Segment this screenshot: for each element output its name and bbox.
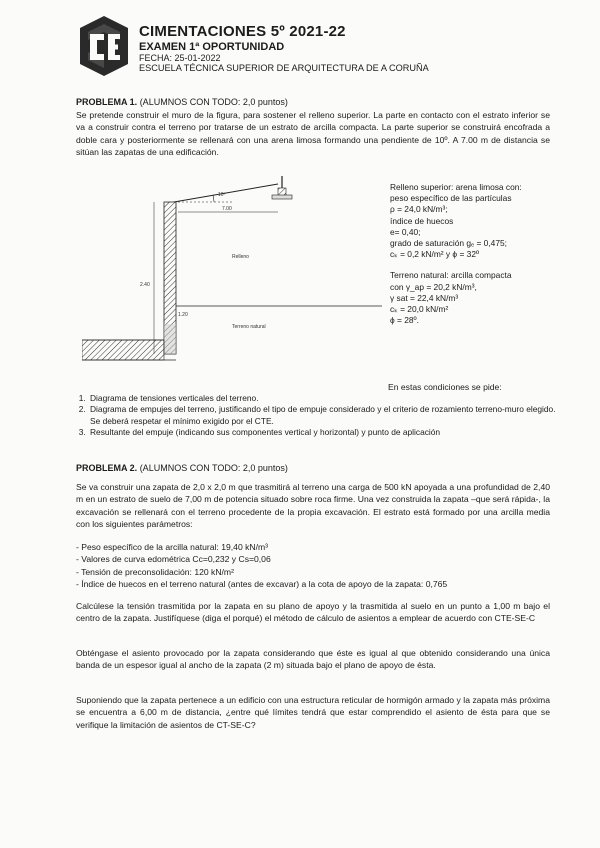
fill-prop-line: e= 0,40;	[390, 226, 421, 237]
soil-prop-line: γ sat = 22,4 kN/m³	[390, 292, 459, 303]
exam-title: EXAMEN 1ª OPORTUNIDAD	[139, 40, 285, 53]
soil-props	[390, 270, 550, 326]
param-line: - Tensión de preconsolidación: 120 kN/m²	[76, 566, 234, 577]
problem1-statement: Se pretende construir el muro de la figura, para sostener el relleno superior. La parte en contacto con el estrato inferior se va a construir contra el terreno por tratarse de un estrato de arcilla compacta. La parte superior se construirá encofrada a doble cara y posteriormente se rellenará con una arena limosa formando una pendiente de 10º. A 7.00 m de distancia se sitúan las zapatas de una edificación.	[76, 110, 550, 158]
problem2-question-2: Obténgase el asiento provocado por la zapata considerando que éste es igual al que obtenido considerando una única banda de un espesor igual al ancho de la zapata (2 m) situada bajo el plano de apoyo de ésta.	[76, 648, 550, 671]
problem2-statement: Se va construir una zapata de 2,0 x 2,0 m que trasmitirá al terreno una carga de 500 kN apoyada a una profundidad de 2,40 m en un estrato de suelo de 7,00 m de potencia situado sobre roca firme. Una vez construida la zapata –que será rápida-, la excavación se rellenará con el terreno procedente de la propia excavación. El estrato está formado por una arcilla media con los siguientes parámetros:	[76, 482, 550, 530]
problem1-questions	[76, 393, 568, 439]
soil-prop-line: cₖ = 20,0 kN/m²	[390, 304, 449, 315]
fill-prop-line: ρ = 24,0 kN/m³;	[390, 204, 448, 215]
fill-prop-line: grado de saturación gₑ = 0,475;	[390, 238, 507, 249]
exam-header	[139, 24, 429, 73]
question-item: 2. Diagrama de empujes del terreno, justificando el tipo de empuje considerado y el criterio de rozamiento terreno-muro elegido. Se deberá respetar el mínimo exigido por el CTE.	[88, 404, 568, 427]
total-height-label: 2.40	[140, 282, 150, 288]
soil-prop-line: ϕ = 28º.	[390, 315, 419, 326]
wall-footing	[82, 340, 164, 360]
ground-label: Terreno natural	[232, 324, 266, 330]
problem2-question-3: Suponiendo que la zapata pertenece a un edificio con una estructura reticular de hormigón armado y la zapata más próxima se encuentra a 6,00 m de distancia, ¿entre qué límites tendrá que estar comprendido el asiento de ésta para que se verifique la limitación de asientos de CT-SE-C?	[76, 695, 550, 730]
distance-label: 7.00	[222, 206, 232, 212]
question-item: 3. Resultante del empuje (indicando sus componentes vertical y horizontal) y punto de aplicación	[88, 427, 568, 438]
school-logo	[78, 14, 130, 78]
school-name: ESCUELA TÉCNICA SUPERIOR DE ARQUITECTURA DE A CORUÑA	[139, 63, 429, 74]
problem1-title: PROBLEMA 1.	[76, 97, 138, 107]
fill-prop-line: peso específico de las partículas	[390, 193, 512, 204]
fill-prop-line: Relleno superior: arena limosa con:	[390, 182, 522, 192]
fill-prop-line: cₖ = 0,2 kN/m² y ϕ = 32º	[390, 249, 480, 260]
lower-height-label: 1.20	[178, 312, 188, 318]
problem2-question-1: Calcúlese la tensión trasmitida por la zapata en su plano de apoyo y la trasmitida al suelo en un punto a 1,00 m bajo el centro de la zapata. Justifíquese (diga el porqué) el método de cálculo de asientos a emplear de acuerdo con CTE-SE-C	[76, 601, 550, 624]
problem1-heading	[76, 96, 288, 108]
problem2-heading	[76, 462, 288, 474]
soil-prop-line: con γ_ap = 20,2 kN/m³,	[390, 281, 477, 292]
problem2-subtitle: (ALUMNOS CON TODO: 2,0 puntos)	[139, 463, 288, 473]
exam-date: FECHA: 25-01-2022	[139, 53, 221, 64]
asks-intro: En estas condiciones se pide:	[388, 382, 502, 392]
param-line: - Peso específico de la arcilla natural: 19,40 kN/m³	[76, 542, 269, 552]
slope-angle-label: 10º	[218, 192, 226, 198]
fill-slope-line	[174, 184, 278, 202]
problem2-title: PROBLEMA 2.	[76, 463, 138, 473]
problem2-params	[76, 541, 550, 591]
param-line: - Valores de curva edométrica Cc=0,232 y Cs=0,06	[76, 554, 271, 565]
param-line: - Índice de huecos en el terreno natural (antes de excavar) a la cota de apoyo de la zapata: 0,765	[76, 579, 448, 590]
fill-props	[390, 182, 550, 260]
problem1-subtitle: (ALUMNOS CON TODO: 2,0 puntos)	[139, 97, 288, 107]
building-footing	[272, 176, 292, 199]
soil-prop-line: Terreno natural: arcilla compacta	[390, 270, 512, 281]
retaining-wall-figure	[82, 176, 382, 376]
course-title: CIMENTACIONES 5º 2021-22	[139, 23, 346, 40]
question-item: 1. Diagrama de tensiones verticales del terreno.	[88, 393, 568, 404]
fill-label: Relleno	[232, 254, 249, 260]
material-properties	[390, 182, 550, 326]
fill-prop-line: índice de huecos	[390, 215, 454, 226]
